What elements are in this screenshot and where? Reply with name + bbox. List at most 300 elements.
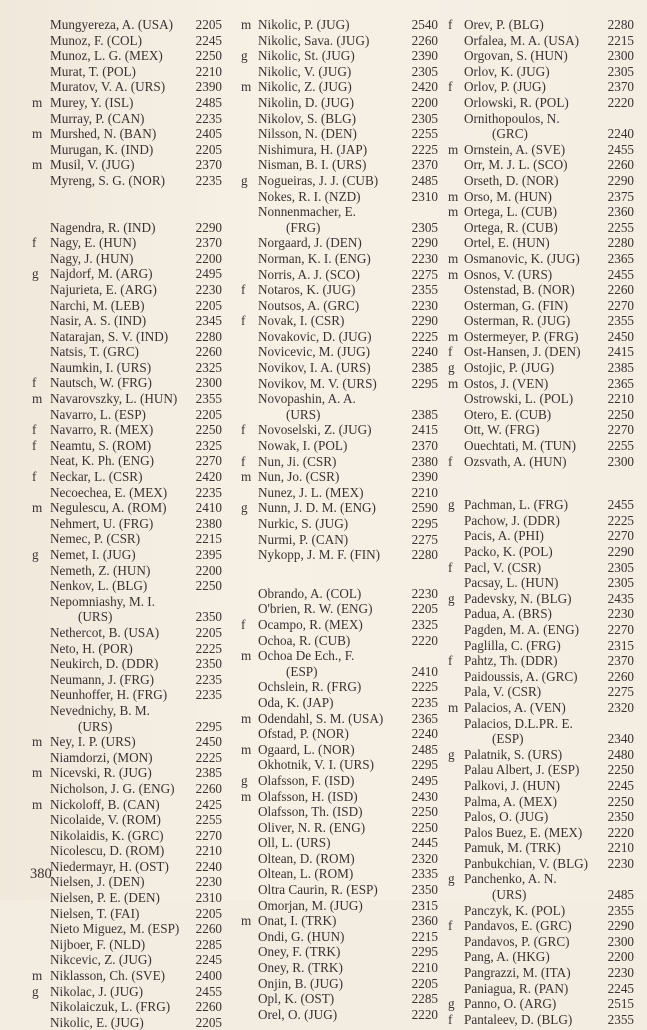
player-rating: 2305 bbox=[411, 110, 438, 126]
player-name: Orlov, K. (JUG) bbox=[464, 63, 550, 79]
index-entry bbox=[448, 965, 634, 981]
player-rating: 2290 bbox=[195, 219, 222, 235]
entry-line bbox=[448, 344, 634, 360]
player-name: Mungyereza, A. (USA) bbox=[50, 17, 174, 32]
player-rating: 2445 bbox=[411, 835, 438, 851]
index-entry bbox=[32, 656, 222, 672]
player-name: Ogaard, L. (NOR) bbox=[258, 741, 355, 757]
player-rating: 2200 bbox=[195, 250, 222, 266]
index-entry bbox=[448, 949, 634, 965]
entry-line bbox=[448, 731, 634, 747]
entry-line bbox=[448, 716, 634, 732]
entry-line bbox=[448, 622, 634, 638]
entry-line bbox=[32, 797, 222, 813]
entry-line bbox=[241, 344, 438, 360]
index-entry bbox=[448, 33, 634, 49]
player-name: Muratov, V. A. (URS) bbox=[50, 79, 166, 95]
player-name: Neamtu, S. (ROM) bbox=[50, 437, 152, 453]
player-name: Ornstein, A. (SVE) bbox=[464, 141, 566, 157]
player-name: Olafsson, F. (ISD) bbox=[258, 772, 355, 788]
entry-line bbox=[448, 949, 634, 965]
player-name: Padua, A. (BRS) bbox=[464, 606, 552, 622]
entry-line bbox=[448, 173, 634, 189]
player-rating: 2365 bbox=[607, 250, 634, 266]
entry-line bbox=[32, 375, 222, 391]
player-rating: 2255 bbox=[607, 438, 634, 454]
entry-line bbox=[448, 544, 634, 560]
player-rating: 2300 bbox=[607, 933, 634, 949]
entry-line bbox=[448, 965, 634, 981]
player-rating: 2300 bbox=[195, 375, 222, 391]
entry-line bbox=[241, 913, 438, 929]
index-entry bbox=[241, 1007, 438, 1023]
player-name: Neto, H. (POR) bbox=[50, 640, 133, 656]
player-name: Nurmi, P. (CAN) bbox=[258, 531, 349, 547]
player-name: Oltean, D. (ROM) bbox=[258, 850, 355, 866]
entry-line bbox=[241, 95, 438, 111]
entry-line bbox=[32, 422, 222, 438]
entry-line bbox=[32, 890, 222, 906]
player-name: Pacis, A. (PHI) bbox=[464, 528, 544, 544]
player-rating: 2300 bbox=[607, 453, 634, 469]
entry-line bbox=[241, 789, 438, 805]
player-name: Ostermeyer, P. (FRG) bbox=[464, 328, 579, 344]
title-mark: g bbox=[32, 983, 39, 999]
player-name: Nicholson, J. G. (ENG) bbox=[50, 780, 175, 796]
player-rating: 2230 bbox=[607, 606, 634, 622]
player-rating: 2430 bbox=[411, 788, 438, 804]
player-name: Ornithopoulos, N. bbox=[464, 110, 560, 126]
index-entry bbox=[32, 937, 222, 953]
player-name: Nijboer, F. (NLD) bbox=[50, 936, 146, 952]
title-mark: f bbox=[448, 344, 453, 360]
index-entry bbox=[241, 251, 438, 267]
index-entry bbox=[32, 235, 222, 251]
index-entry bbox=[448, 528, 634, 544]
player-name: Nikolic, P. (JUG) bbox=[258, 17, 350, 32]
entry-line bbox=[32, 984, 222, 1000]
index-entry bbox=[241, 789, 438, 805]
player-rating: 2485 bbox=[411, 741, 438, 757]
player-name: Orfalea, M. A. (USA) bbox=[464, 32, 579, 48]
index-entry bbox=[448, 653, 634, 669]
player-rating: 2270 bbox=[607, 422, 634, 438]
player-name: Navarro, L. (ESP) bbox=[50, 406, 146, 422]
player-rating: 2365 bbox=[411, 710, 438, 726]
player-rating: 2235 bbox=[195, 687, 222, 703]
player-rating: 2320 bbox=[607, 699, 634, 715]
player-name: O'brien, R. W. (ENG) bbox=[258, 601, 373, 617]
player-rating: 2240 bbox=[411, 344, 438, 360]
player-name: Palatnik, S. (URS) bbox=[464, 746, 563, 762]
index-entry bbox=[32, 531, 222, 547]
player-rating: 2305 bbox=[607, 559, 634, 575]
entry-line bbox=[241, 220, 438, 236]
player-rating: 2425 bbox=[195, 796, 222, 812]
player-name: Orseth, D. (NOR) bbox=[464, 172, 559, 188]
player-name: Pahtz, Th. (DDR) bbox=[464, 653, 558, 669]
title-mark: f bbox=[32, 469, 37, 485]
index-entry bbox=[32, 500, 222, 516]
entry-line bbox=[32, 282, 222, 298]
entry-line bbox=[32, 95, 222, 111]
player-name: Nikolac, J. (JUG) bbox=[50, 983, 144, 999]
index-entry bbox=[241, 329, 438, 345]
title-mark: m bbox=[241, 469, 252, 485]
player-rating: 2415 bbox=[411, 422, 438, 438]
index-entry bbox=[241, 344, 438, 360]
player-rating: 2260 bbox=[195, 344, 222, 360]
player-rating: 2260 bbox=[195, 921, 222, 937]
index-entry bbox=[32, 906, 222, 922]
player-name: Murey, Y. (ISL) bbox=[50, 94, 134, 110]
index-entry bbox=[32, 687, 222, 703]
entry-line bbox=[32, 625, 222, 641]
entry-line bbox=[32, 469, 222, 485]
entry-line bbox=[448, 391, 634, 407]
entry-line bbox=[448, 840, 634, 856]
player-name: Ondi, G. (HUN) bbox=[258, 928, 345, 944]
entry-line bbox=[241, 742, 438, 758]
player-federation: (URS) bbox=[78, 609, 113, 625]
player-rating: 2230 bbox=[195, 874, 222, 890]
player-name: Oda, K. (JAP) bbox=[258, 694, 334, 710]
entry-line bbox=[241, 617, 438, 633]
player-rating: 2210 bbox=[607, 840, 634, 856]
player-name: Norgaard, J. (DEN) bbox=[258, 235, 362, 251]
entry-line bbox=[32, 266, 222, 282]
player-rating: 2305 bbox=[607, 575, 634, 591]
index-entry bbox=[241, 757, 438, 773]
title-mark: m bbox=[241, 17, 252, 32]
entry-line bbox=[32, 968, 222, 984]
index-entry bbox=[448, 282, 634, 298]
player-rating: 2235 bbox=[195, 671, 222, 687]
entry-line bbox=[32, 906, 222, 922]
title-mark: g bbox=[241, 172, 248, 188]
index-entry bbox=[448, 391, 634, 407]
title-mark: f bbox=[241, 453, 246, 469]
entry-line bbox=[448, 794, 634, 810]
index-entry bbox=[448, 669, 634, 685]
player-rating: 2450 bbox=[195, 734, 222, 750]
entry-line bbox=[241, 726, 438, 742]
player-rating: 2250 bbox=[195, 578, 222, 594]
player-name: Nagy, J. (HUN) bbox=[50, 250, 134, 266]
player-rating: 2260 bbox=[195, 780, 222, 796]
player-name: Panbukchian, V. (BLG) bbox=[464, 855, 589, 871]
index-entry bbox=[32, 968, 222, 984]
entry-line bbox=[241, 454, 438, 470]
player-name: Ney, I. P. (URS) bbox=[50, 734, 136, 750]
player-name: Nielsen, J. (DEN) bbox=[50, 874, 145, 890]
player-rating: 2410 bbox=[411, 663, 438, 679]
entry-line bbox=[32, 453, 222, 469]
index-entry bbox=[448, 513, 634, 529]
player-name: Oltra Caurin, R. (ESP) bbox=[258, 882, 378, 898]
index-entry bbox=[32, 999, 222, 1015]
player-rating: 2390 bbox=[411, 469, 438, 485]
title-mark: f bbox=[32, 235, 37, 251]
entry-line bbox=[241, 391, 438, 407]
player-name: Otero, E. (CUB) bbox=[464, 406, 552, 422]
player-name: Naumkin, I. (URS) bbox=[50, 359, 152, 375]
player-rating: 2250 bbox=[195, 422, 222, 438]
player-name: Murugan, K. (IND) bbox=[50, 141, 154, 157]
entry-line bbox=[448, 825, 634, 841]
index-entry bbox=[32, 48, 222, 64]
player-name: Pacsay, L. (HUN) bbox=[464, 575, 559, 591]
player-rating: 2240 bbox=[411, 726, 438, 742]
player-federation: (FRG) bbox=[286, 219, 321, 235]
index-entry bbox=[32, 79, 222, 95]
entry-line bbox=[32, 921, 222, 937]
entry-line bbox=[448, 918, 634, 934]
index-entry bbox=[32, 64, 222, 80]
entry-line bbox=[448, 700, 634, 716]
index-entry bbox=[32, 765, 222, 781]
entry-line bbox=[241, 711, 438, 727]
player-rating: 2260 bbox=[607, 282, 634, 298]
index-entry bbox=[241, 929, 438, 945]
index-entry bbox=[241, 204, 438, 235]
title-mark: g bbox=[241, 48, 248, 64]
player-rating: 2200 bbox=[411, 94, 438, 110]
index-entry bbox=[241, 679, 438, 695]
player-rating: 2420 bbox=[195, 469, 222, 485]
player-name: Oltean, L. (ROM) bbox=[258, 866, 354, 882]
player-name: Nurkic, S. (JUG) bbox=[258, 516, 349, 531]
player-name: Ortega, L. (CUB) bbox=[464, 204, 558, 220]
entry-line bbox=[448, 33, 634, 49]
title-mark: m bbox=[448, 266, 459, 282]
player-name: Paniagua, R. (PAN) bbox=[464, 980, 569, 996]
entry-line bbox=[448, 360, 634, 376]
player-rating: 2305 bbox=[607, 63, 634, 79]
player-rating: 2350 bbox=[607, 809, 634, 825]
entry-line bbox=[32, 79, 222, 95]
player-rating: 2515 bbox=[607, 996, 634, 1012]
index-entry bbox=[241, 516, 438, 532]
entry-line bbox=[448, 856, 634, 872]
index-entry bbox=[448, 794, 634, 810]
entry-line bbox=[241, 251, 438, 267]
player-name: Oney, F. (TRK) bbox=[258, 944, 341, 960]
player-name: Nethercot, B. (USA) bbox=[50, 624, 160, 640]
player-rating: 2260 bbox=[195, 999, 222, 1015]
player-name: Ott, W. (FRG) bbox=[464, 422, 540, 438]
index-entry bbox=[32, 438, 222, 454]
player-rating: 2280 bbox=[195, 328, 222, 344]
player-rating: 2240 bbox=[607, 126, 634, 142]
index-entry bbox=[448, 622, 634, 638]
player-rating: 2395 bbox=[195, 547, 222, 562]
entry-line bbox=[241, 586, 438, 602]
player-name: Oney, R. (TRK) bbox=[258, 960, 343, 976]
player-name: Neckar, L. (CSR) bbox=[50, 469, 143, 485]
entry-line bbox=[448, 407, 634, 423]
entry-line bbox=[448, 267, 634, 283]
player-rating: 2480 bbox=[607, 746, 634, 762]
title-mark: f bbox=[448, 1011, 453, 1027]
entry-line bbox=[32, 719, 222, 735]
player-name: Navarovszky, L. (HUN) bbox=[50, 391, 178, 407]
index-entry bbox=[32, 407, 222, 423]
player-name: Nikolov, S. (BLG) bbox=[258, 110, 357, 126]
player-name: Nemeth, Z. (HUN) bbox=[50, 562, 151, 578]
player-name: Najurieta, E. (ARG) bbox=[50, 281, 157, 297]
player-federation: (GRC) bbox=[492, 126, 528, 142]
player-rating: 2235 bbox=[411, 694, 438, 710]
player-name: Oll, L. (URS) bbox=[258, 835, 331, 851]
entry-line bbox=[241, 173, 438, 189]
title-mark: f bbox=[448, 79, 453, 95]
entry-line bbox=[32, 672, 222, 688]
index-entry bbox=[448, 606, 634, 622]
player-rating: 2225 bbox=[411, 328, 438, 344]
entry-line bbox=[241, 679, 438, 695]
entry-line bbox=[448, 454, 634, 470]
title-mark: g bbox=[32, 547, 39, 562]
entry-line bbox=[32, 220, 222, 236]
index-entry bbox=[448, 298, 634, 314]
entry-line bbox=[241, 79, 438, 95]
index-entry bbox=[241, 532, 438, 548]
column-3 bbox=[448, 17, 634, 1027]
player-rating: 2255 bbox=[195, 812, 222, 828]
player-name: Palacios, A. (VEN) bbox=[464, 699, 566, 715]
entry-line bbox=[448, 684, 634, 700]
player-name: Omorjan, M. (JUG) bbox=[258, 897, 363, 913]
player-name: Orev, P. (BLG) bbox=[464, 17, 544, 32]
title-mark: f bbox=[32, 375, 37, 391]
title-mark: m bbox=[448, 141, 459, 157]
index-entry bbox=[32, 874, 222, 890]
player-name: Nemec, P. (CSR) bbox=[50, 531, 141, 547]
player-rating: 2220 bbox=[411, 1006, 438, 1022]
player-name: Pamuk, M. (TRK) bbox=[464, 840, 561, 856]
index-entry bbox=[241, 17, 438, 33]
entry-line bbox=[448, 591, 634, 607]
player-rating: 2455 bbox=[607, 497, 634, 513]
index-entry bbox=[241, 79, 438, 95]
entry-line bbox=[448, 513, 634, 529]
player-rating: 2205 bbox=[195, 905, 222, 921]
entry-line bbox=[241, 282, 438, 298]
player-rating: 2225 bbox=[195, 749, 222, 765]
player-name: Navarro, R. (MEX) bbox=[50, 422, 154, 438]
title-mark: f bbox=[241, 282, 246, 298]
player-rating: 2270 bbox=[195, 827, 222, 843]
entry-line bbox=[32, 344, 222, 360]
player-name: Nikolic, St. (JUG) bbox=[258, 48, 355, 64]
title-mark: m bbox=[32, 734, 43, 750]
entry-line bbox=[32, 485, 222, 501]
player-name: Nikolic, Sava. (JUG) bbox=[258, 32, 370, 48]
index-entry bbox=[448, 840, 634, 856]
entry-line bbox=[241, 804, 438, 820]
index-entry bbox=[32, 890, 222, 906]
player-name: Pandavos, P. (GRC) bbox=[464, 933, 570, 949]
entry-line bbox=[32, 703, 222, 719]
player-federation: (URS) bbox=[286, 406, 321, 422]
index-entry bbox=[448, 376, 634, 392]
index-entry bbox=[448, 856, 634, 872]
entry-line bbox=[32, 360, 222, 376]
index-entry bbox=[448, 825, 634, 841]
section-gap bbox=[241, 563, 438, 586]
player-rating: 2285 bbox=[195, 936, 222, 952]
column-2 bbox=[241, 17, 438, 1022]
entry-line bbox=[241, 235, 438, 251]
index-entry bbox=[32, 843, 222, 859]
player-rating: 2355 bbox=[411, 282, 438, 298]
player-name: Odendahl, S. M. (USA) bbox=[258, 710, 384, 726]
index-entry bbox=[241, 991, 438, 1007]
entry-line bbox=[241, 1007, 438, 1023]
player-rating: 2295 bbox=[195, 718, 222, 734]
index-entry bbox=[32, 282, 222, 298]
index-entry bbox=[241, 882, 438, 898]
player-rating: 2310 bbox=[411, 188, 438, 204]
player-rating: 2485 bbox=[195, 94, 222, 110]
player-rating: 2385 bbox=[411, 360, 438, 376]
entry-line bbox=[241, 976, 438, 992]
entry-line bbox=[241, 866, 438, 882]
title-mark: m bbox=[32, 94, 43, 110]
entry-line bbox=[32, 407, 222, 423]
player-name: Palos Buez, E. (MEX) bbox=[464, 824, 583, 840]
index-entry bbox=[32, 422, 222, 438]
player-rating: 2225 bbox=[411, 141, 438, 157]
entry-line bbox=[448, 142, 634, 158]
index-entry bbox=[448, 934, 634, 950]
entry-line bbox=[448, 903, 634, 919]
entry-line bbox=[32, 111, 222, 127]
player-rating: 2455 bbox=[195, 983, 222, 999]
player-rating: 2350 bbox=[411, 882, 438, 898]
player-name: Obrando, A. (COL) bbox=[258, 585, 362, 601]
index-entry bbox=[32, 95, 222, 111]
entry-line bbox=[241, 773, 438, 789]
index-entry bbox=[32, 1015, 222, 1030]
title-mark: m bbox=[32, 391, 43, 407]
index-entry bbox=[241, 485, 438, 501]
entry-line bbox=[448, 157, 634, 173]
index-entry bbox=[32, 625, 222, 641]
player-name: Nickoloff, B. (CAN) bbox=[50, 796, 160, 812]
entry-line bbox=[32, 687, 222, 703]
index-entry bbox=[32, 391, 222, 407]
player-rating: 2350 bbox=[195, 656, 222, 672]
player-rating: 2405 bbox=[195, 126, 222, 142]
index-entry bbox=[241, 960, 438, 976]
index-entry bbox=[448, 918, 634, 934]
index-entry bbox=[32, 828, 222, 844]
player-name: Panchenko, A. N. bbox=[464, 871, 557, 887]
index-entry bbox=[32, 220, 222, 236]
entry-line bbox=[448, 329, 634, 345]
title-mark: m bbox=[448, 699, 459, 715]
player-rating: 2240 bbox=[195, 858, 222, 874]
player-name: Nasir, A. S. (IND) bbox=[50, 313, 147, 329]
player-rating: 2255 bbox=[607, 219, 634, 235]
player-name: Nicolescu, D. (ROM) bbox=[50, 843, 165, 859]
entry-line bbox=[448, 204, 634, 220]
entry-line bbox=[32, 999, 222, 1015]
player-name: Palkovi, J. (HUN) bbox=[464, 777, 560, 793]
entry-line bbox=[448, 220, 634, 236]
